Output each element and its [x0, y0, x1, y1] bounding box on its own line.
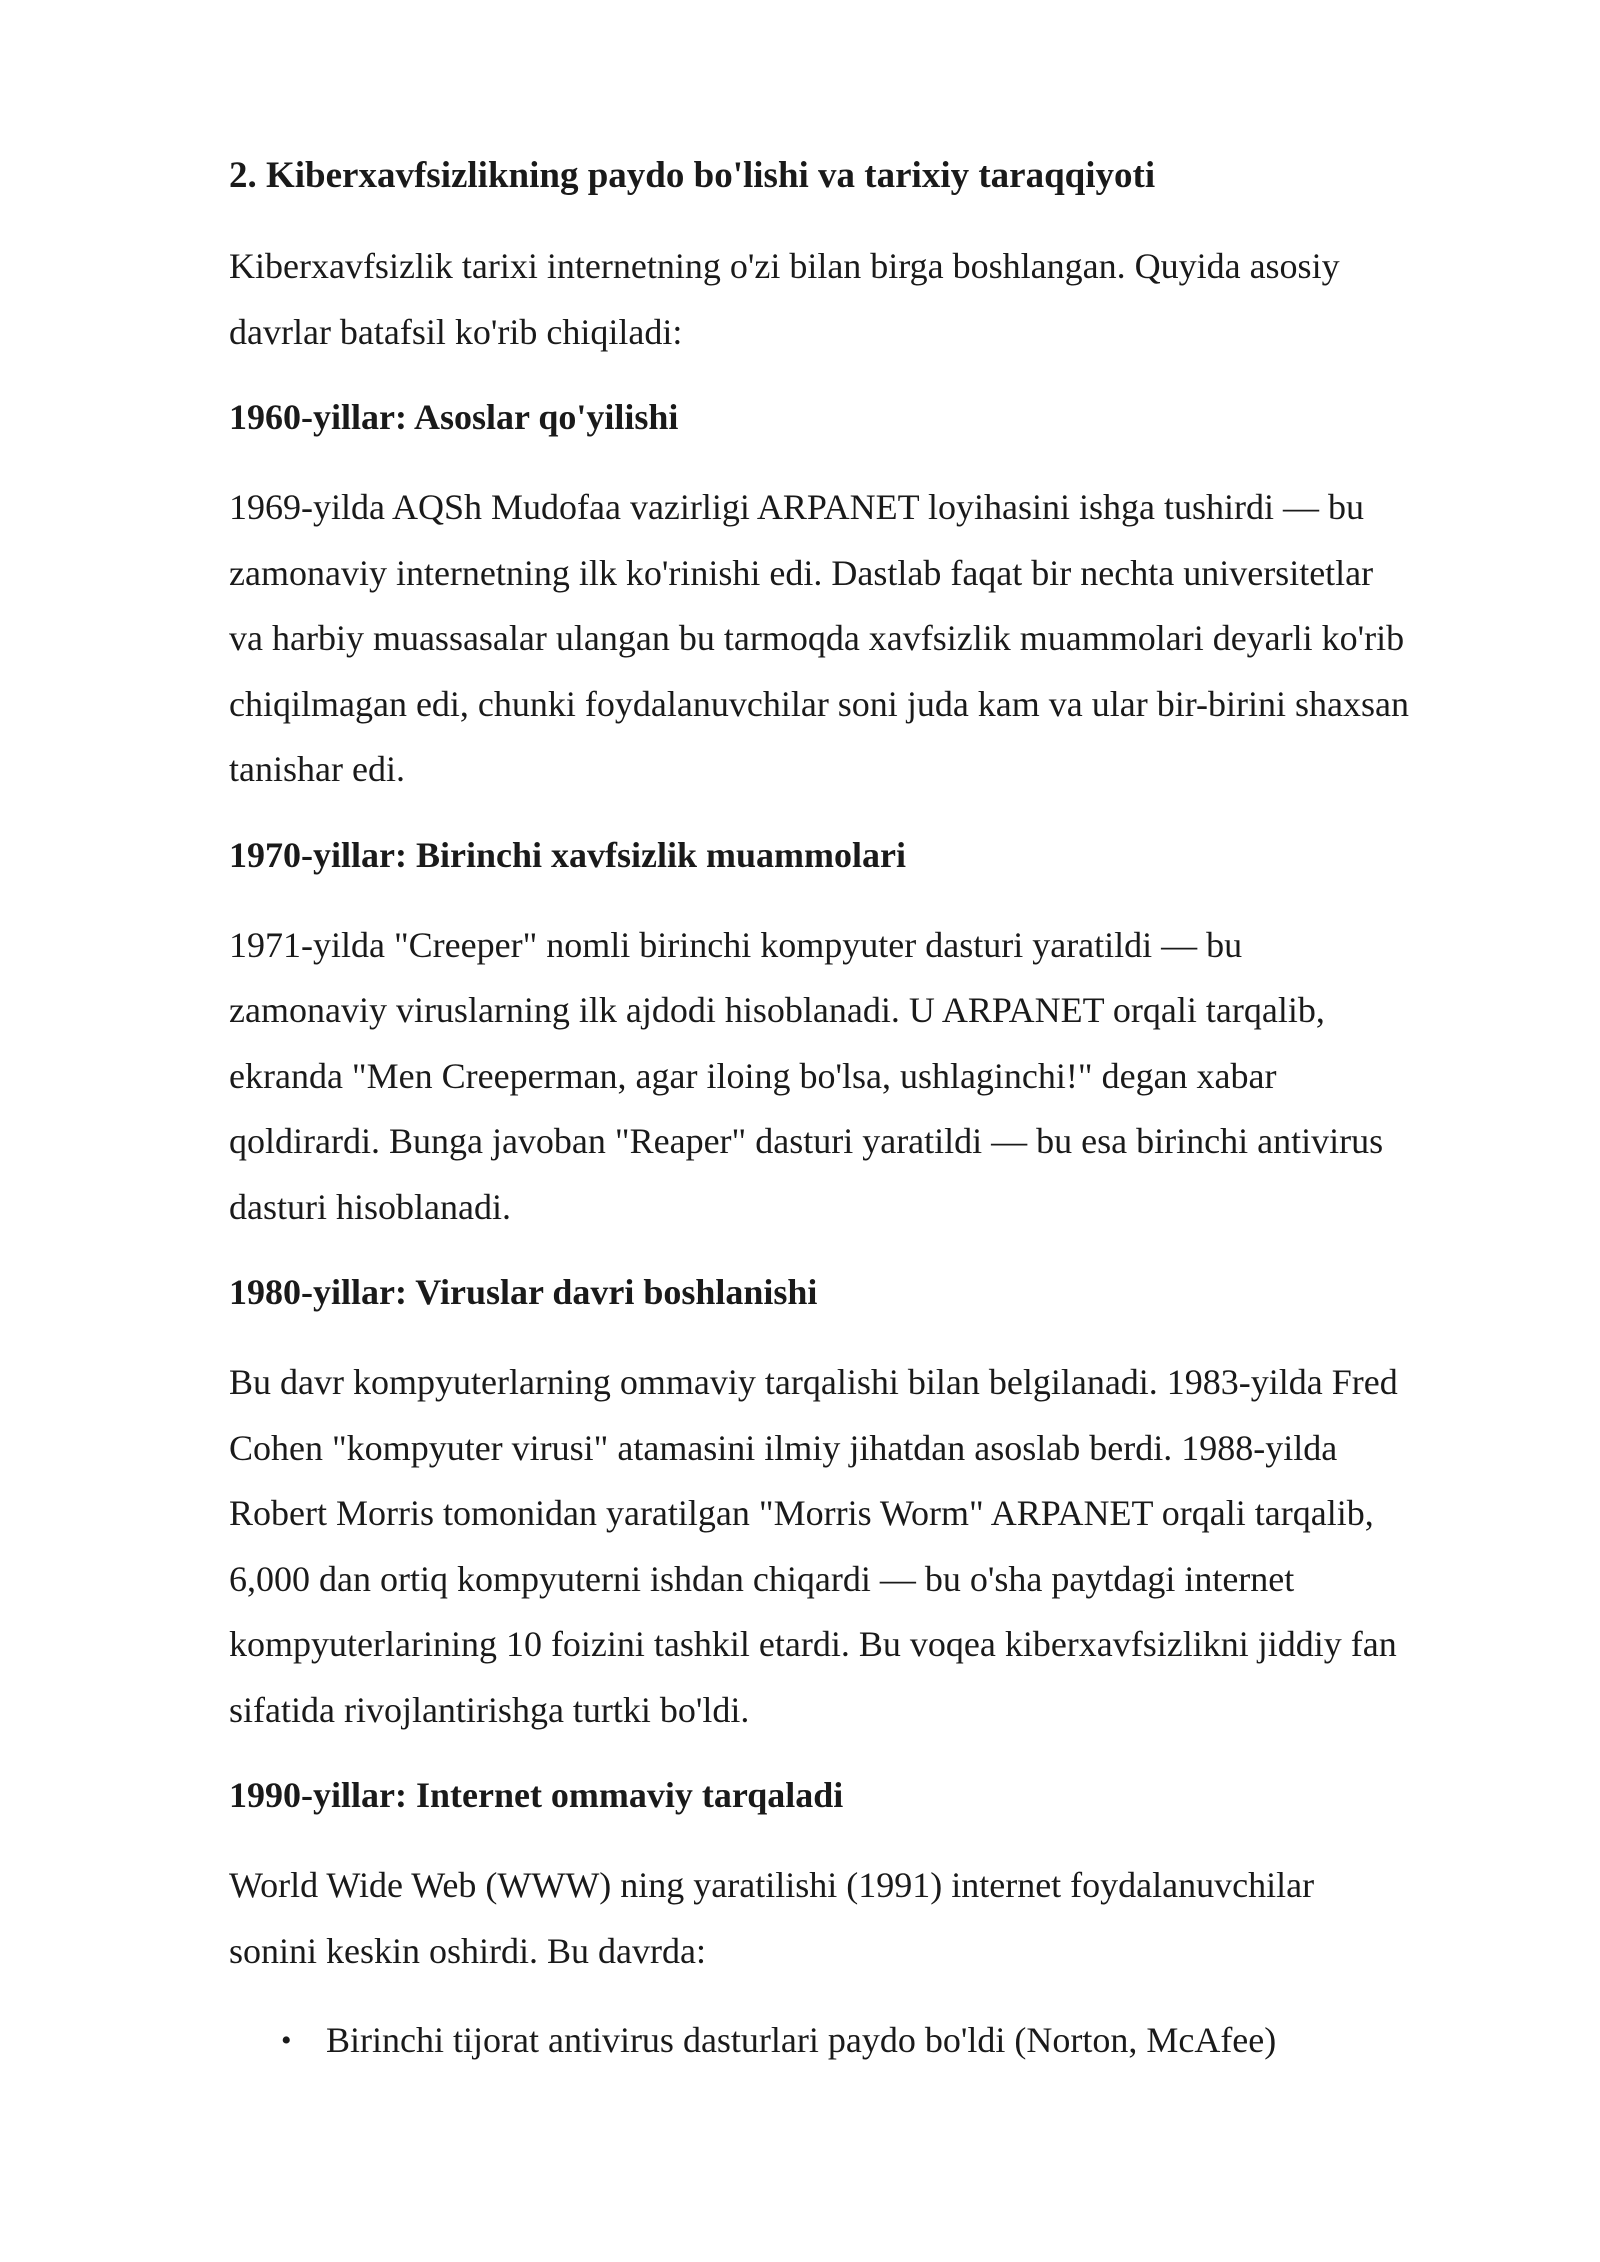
era-1990-paragraph: World Wide Web (WWW) ning yaratilishi (1991) internet foydalanuvchilar sonini keskin oshirdi. Bu davrda:: [229, 1865, 1315, 1971]
era-1980-paragraph: Bu davr kompyuterlarning ommaviy tarqalishi bilan belgilanadi. 1983-yilda Fred Cohen "kompyuter virusi" atamasini ilmiy jihatdan asoslab berdi. 1988-yilda Robert Morris tomonidan yaratilgan "Morris Worm" ARPANET orqali tarqalib, 6,000 dan ortiq kompyuterni ishdan chiqardi — bu o'sha paytdagi internet kompyuterlarining 10 foizini tashkil etardi. Bu voqea kiberxavfsizlikni jiddiy fan sifatida rivojlantirishga turtki bo'ldi.: [229, 1362, 1398, 1730]
section-heading: 2. Kiberxavfsizlikning paydo bo'lishi va tarixiy taraqqiyoti: [229, 155, 1156, 196]
era-1990-list: [229, 2008, 1409, 2074]
bullet-icon: •: [281, 2024, 292, 2057]
era-1970-heading: 1970-yillar: Birinchi xavfsizlik muammolari: [229, 834, 906, 875]
era-1960-paragraph: 1969-yilda AQSh Mudofaa vazirligi ARPANET loyihasini ishga tushirdi — bu zamonaviy internetning ilk ko'rinishi edi. Dastlab faqat bir nechta universitetlar va harbiy muassasalar ulangan bu tarmoqda xavfsizlik muammolari deyarli ko'rib chiqilmagan edi, chunki foydalanuvchilar soni juda kam va ular bir-birini shaxsan tanishar edi.: [229, 487, 1409, 789]
era-1980-heading: 1980-yillar: Viruslar davri boshlanishi: [229, 1272, 818, 1312]
list-item-text: Birinchi tijorat antivirus dasturlari paydo bo'ldi (Norton, McAfee): [326, 2020, 1277, 2060]
era-1970-paragraph: 1971-yilda "Creeper" nomli birinchi kompyuter dasturi yaratildi — bu zamonaviy viruslarning ilk ajdodi hisoblanadi. U ARPANET orqali tarqalib, ekranda "Men Creeperman, agar iloing bo'lsa, ushlaginchi!" degan xabar qoldirardi. Bunga javoban "Reaper" dasturi yaratildi — bu esa birinchi antivirus dasturi hisoblanadi.: [229, 924, 1384, 1227]
list-item: [229, 2008, 1409, 2074]
document-page: [229, 148, 1409, 2074]
era-1960-heading: 1960-yillar: Asoslar qo'yilishi: [229, 397, 679, 437]
era-1990-heading: 1990-yillar: Internet ommaviy tarqaladi: [229, 1775, 844, 1815]
intro-paragraph: Kiberxavfsizlik tarixi internetning o'zi bilan birga boshlangan. Quyida asosiy davrlar batafsil ko'rib chiqiladi:: [229, 246, 1340, 352]
